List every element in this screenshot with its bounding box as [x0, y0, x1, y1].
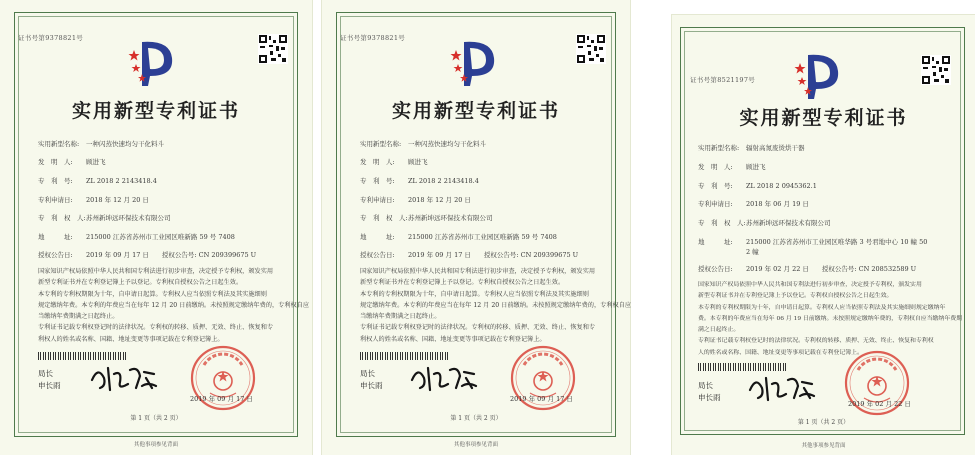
- cnipa-logo-icon: [450, 36, 502, 90]
- barcode: [38, 352, 128, 360]
- footer-note: 其他事项参见背面: [453, 442, 498, 448]
- seal-date: 2019 年 02 月 22 日: [848, 400, 911, 408]
- certificate-1: [0, 0, 312, 455]
- certificate-number: 证书号第8521197号: [690, 76, 756, 84]
- field-patent-no: 专 利 号: ZL 2018 2 2143418.4: [360, 177, 479, 185]
- field-grant-date: 授权公告日: 2019 年 02 月 22 日 授权公告号: CN 208532589 U: [698, 265, 917, 273]
- director-label: 局长: [38, 369, 53, 378]
- field-filing-date: 专利申请日: 2018 年 12 月 20 日: [360, 196, 471, 204]
- qr-code-icon: [921, 55, 951, 85]
- field-grant-date: 授权公告日: 2019 年 09 月 17 日 授权公告号: CN 209399675 U: [38, 251, 257, 259]
- cnipa-logo-icon: [128, 36, 180, 90]
- field-address-cont: 2 幢: [746, 248, 759, 256]
- field-patentee: 专 利 权 人:苏州新坤远环保技术有限公司: [698, 219, 831, 227]
- qr-code-icon: [576, 34, 606, 64]
- certificate-number: 证书号第9378821号: [340, 34, 406, 42]
- page-number: 第 1 页（共 2 页）: [450, 415, 502, 422]
- field-inventor: 发 明 人: 顾进飞: [698, 163, 766, 171]
- page-number: 第 1 页（共 2 页）: [130, 415, 182, 422]
- field-address: 地 址: 215000 江苏省苏州市工业园区唯新路 59 号 7408: [38, 233, 235, 241]
- certificate-2: [322, 0, 630, 455]
- certificate-number: 证书号第9378821号: [18, 34, 84, 42]
- cnipa-logo-icon: [794, 49, 846, 103]
- director-name: 申长雨: [698, 393, 721, 402]
- page-number: 第 1 页（共 2 页）: [797, 419, 850, 426]
- field-filing-date: 专利申请日: 2018 年 06 月 19 日: [698, 200, 809, 208]
- footer-note: 其他事项参见背面: [801, 443, 846, 449]
- certificate-title: 实用新型专利证书: [739, 107, 908, 129]
- certificate-body: 国家知识产权局依照中华人民共和国专利法进行初步审查，决定授予专利权，颁发实用 新型专利证书并在专利登记簿上予以登记。专利权自授权公告之日起生效。 本专利的专利权期限为十年，自申请日起算。专利权人应当依照专利法及其实施细则 规定缴纳年费。本专利的年费应当在每年 12 月 20 日前缴纳。未按照规定缴纳年费的，专利权自应 当缴纳年费期满之日起终止。 专利证书记载专利权登记时的法律状况。专利权的转移、质押、无效、终止、恢复和专 利权人的姓名或名称、国籍、地址变更等事项记载在专利登记簿上。: [38, 268, 310, 343]
- field-patentee: 专 利 权 人:苏州新坤远环保技术有限公司: [360, 214, 493, 222]
- field-address: 地 址: 215000 江苏省苏州市工业园区唯新路 59 号 7408: [360, 233, 557, 241]
- qr-code-icon: [258, 34, 288, 64]
- seal-date: 2019 年 09 月 17 日: [510, 395, 573, 403]
- signature-icon: [746, 370, 816, 404]
- field-utility-name: 实用新型名称: 一种闪蒸快速均匀干化料斗: [360, 140, 486, 148]
- director-label: 局长: [698, 381, 713, 390]
- field-patent-no: 专 利 号: ZL 2018 2 2143418.4: [38, 177, 157, 185]
- field-utility-name: 实用新型名称: 辐射高氮废烫烘干器: [698, 144, 805, 152]
- footer-note: 其他事项参见背面: [133, 442, 178, 448]
- field-patent-no: 专 利 号: ZL 2018 2 0945362.1: [698, 182, 817, 190]
- certificate-body: 国家知识产权局依照中华人民共和国专利法进行初步审查，决定授予专利权，颁发实用 新型专利证书并在专利登记簿上予以登记。专利权自授权公告之日起生效。 本专利的专利权期限为十年，自申请日起算。专利权人应当依照专利法及其实施细则规定缴纳年 费。本专利的年费应当在每年 06 月 19 日前缴纳。未按照规定缴纳年费的，专利权自应当缴纳年费期 满之日起终止。 专利证书记载专利权登记时的法律状况。专利权的转移、质押、无效、终止、恢复和专利权 人的姓名或名称、国籍、地址变更等事项记载在专利登记簿上。: [698, 282, 962, 356]
- director-label: 局长: [360, 369, 375, 378]
- signature-icon: [88, 360, 158, 394]
- field-inventor: 发 明 人: 顾进飞: [38, 158, 106, 166]
- seal-date: 2019 年 09 月 17 日: [190, 395, 253, 403]
- field-grant-date: 授权公告日: 2019 年 09 月 17 日 授权公告号: CN 209399675 U: [360, 251, 579, 259]
- certificate-title: 实用新型专利证书: [71, 100, 240, 122]
- field-inventor: 发 明 人: 顾进飞: [360, 158, 428, 166]
- field-address: 地 址: 215000 江苏省苏州市工业园区唯华路 3 号君地中心 10 幢 50: [698, 238, 928, 246]
- barcode: [360, 352, 450, 360]
- field-filing-date: 专利申请日: 2018 年 12 月 20 日: [38, 196, 149, 204]
- certificate-3: [672, 15, 975, 455]
- certificate-title: 实用新型专利证书: [391, 100, 560, 122]
- certificate-body: 国家知识产权局依照中华人民共和国专利法进行初步审查，决定授予专利权，颁发实用 新型专利证书并在专利登记簿上予以登记。专利权自授权公告之日起生效。 本专利的专利权期限为十年，自申请日起算。专利权人应当依照专利法及其实施细则 规定缴纳年费。本专利的年费应当在每年 12 月 20 日前缴纳。未按照规定缴纳年费的，专利权自应 当缴纳年费期满之日起终止。 专利证书记载专利权登记时的法律状况。专利权的转移、质押、无效、终止、恢复和专 利权人的姓名或名称、国籍、地址变更等事项记载在专利登记簿上。: [360, 268, 632, 343]
- field-utility-name: 实用新型名称: 一种闪蒸快速均匀干化料斗: [38, 140, 164, 148]
- signature-icon: [408, 360, 478, 394]
- field-patentee: 专 利 权 人:苏州新坤远环保技术有限公司: [38, 214, 171, 222]
- director-name: 申长雨: [360, 381, 383, 390]
- director-name: 申长雨: [38, 381, 61, 390]
